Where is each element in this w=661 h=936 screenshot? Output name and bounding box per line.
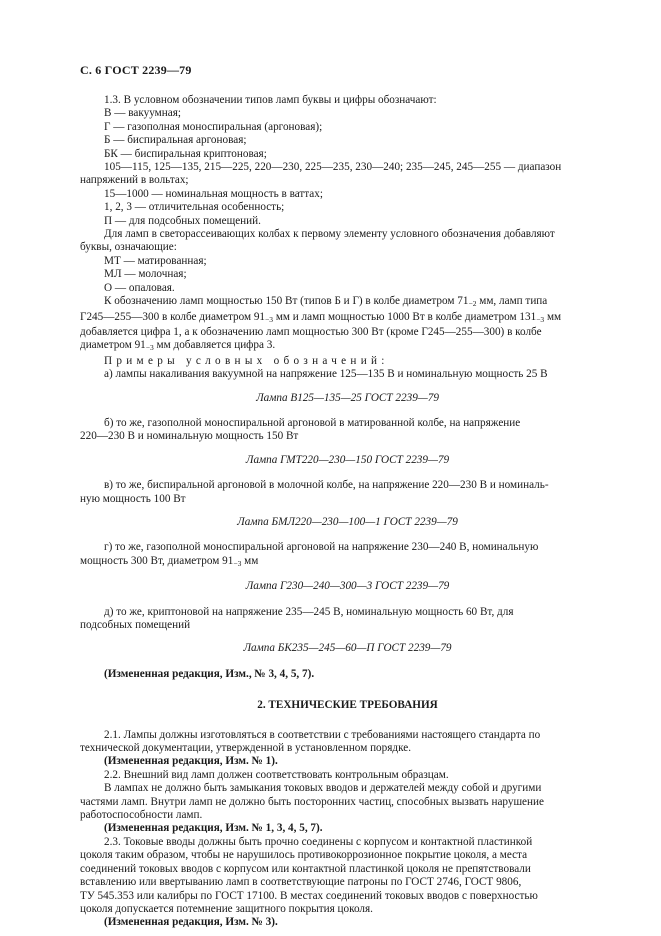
example-d [80, 555, 615, 570]
amendment-note: (Измененная редакция, Изм., № 3, 4, 5, 7). [104, 667, 315, 680]
list-item: МТ — матированная; [104, 254, 207, 267]
bulbs-paragraph: буквы, означающие: [80, 241, 177, 254]
section-1-3-intro: 1.3. В условном обозначении типов ламп буквы и цифры обозначают: [104, 94, 437, 106]
voltage-range-line: напряжений в вольтах; [80, 174, 189, 187]
text: Г245—255—300 в колбе диаметром 91 [80, 310, 266, 323]
subscript: −3 [265, 314, 274, 324]
example-b: 220—230 В и номинальную мощность 150 Вт [80, 430, 299, 443]
clause-2-3: 2.3. Токовые вводы должны быть прочно соединены с корпусом и контактной пластинкой [104, 835, 533, 848]
clause-2-2-text: работоспособности ламп. [80, 809, 203, 822]
example-a: а) лампы накаливания вакуумной на напряжение 125—135 В и номинальную мощность 25 В [104, 368, 548, 381]
example-c-designation: Лампа БМЛ220—230—100—1 ГОСТ 2239—79 [237, 515, 458, 528]
voltage-range-line: 105—115, 125—135, 215—225, 220—230, 225—235, 230—240; 235—245, 245—255 — диапазон [104, 161, 562, 174]
subscript: −3 [536, 314, 545, 324]
example-e: подсобных помещений [80, 619, 191, 631]
bulbs-paragraph: Для ламп в светорассеивающих колбах к первому элементу условного обозначения добавляют [104, 228, 555, 241]
clause-2-3: ТУ 545.353 или калибры по ГОСТ 17100. В местах соединений токовых вводов с поверхностью [80, 889, 538, 902]
list-item: БК — биспиральная криптоновая; [104, 147, 267, 160]
subscript: −2 [468, 299, 477, 309]
examples-heading: Примеры условных обозначений: [104, 354, 389, 367]
list-item: Б — биспиральная аргоновая; [104, 134, 247, 147]
clause-2-3: соединений токовых вводов с корпусом или контактной пластинкой цоколя не препятствовали [80, 862, 531, 875]
clause-2-2-text: частями ламп. Внутри ламп не должно быть посторонних частиц, способных вызвать нарушение [80, 795, 544, 808]
clause-2-3: вставлению или ввертыванию ламп в соответствующие патроны по ГОСТ 2746, ГОСТ 9806, [80, 876, 522, 889]
list-item: В — вакуумная; [104, 107, 181, 120]
example-c: в) то же, биспиральной аргоновой в молочной колбе, на напряжение 220—230 В и номиналь- [104, 479, 549, 492]
list-item: Г — газополная моноспиральная (аргоновая); [104, 120, 323, 133]
text: мм [544, 310, 562, 323]
example-e-designation: Лампа БК235—245—60—П ГОСТ 2239—79 [243, 642, 452, 655]
example-b: б) то же, газополной моноспиральной аргоновой в матированной колбе, на напряжение [104, 416, 521, 429]
example-d: г) то же, газополной моноспиральной аргоновой на напряжение 230—240 В, номинальную [104, 541, 539, 554]
clause-2-2: 2.2. Внешний вид ламп должен соответствовать контрольным образцам. [104, 768, 449, 781]
example-b-designation: Лампа ГМТ220—230—150 ГОСТ 2239—79 [245, 453, 450, 466]
clause-2-2-text: В лампах не должно быть замыкания токовых вводов и держателей между собой и другими [104, 782, 542, 795]
text: мм, ламп типа [476, 295, 548, 308]
text: диаметром 91 [80, 339, 146, 352]
text: мм добавляется цифра 3. [153, 339, 276, 352]
list-item: П — для подсобных помещений. [104, 214, 261, 227]
clause-2-3: цоколя допускается потемнение защитного покрытия цоколя. [80, 902, 373, 915]
clause-2-1: 2.1. Лампы должны изготовляться в соответствии с требованиями настоящего стандарта по [104, 728, 541, 741]
clause-2-3: цоколя таким образом, чтобы не нарушилось противокоррозионное покрытие цоколя, а места [80, 849, 528, 862]
amendment-note: (Измененная редакция, Изм. № 1, 3, 4, 5, 7). [104, 822, 323, 835]
amendment-note: (Измененная редакция, Изм. № 3). [104, 916, 278, 929]
list-item: МЛ — молочная; [104, 268, 187, 281]
designation-note-line [80, 339, 615, 354]
subscript: −3 [233, 558, 242, 568]
amendment-note: (Измененная редакция, Изм. № 1). [104, 755, 278, 768]
example-a-designation: Лампа В125—135—25 ГОСТ 2239—79 [256, 391, 439, 404]
example-e: д) то же, криптоновой на напряжение 235—245 В, номинальную мощность 60 Вт, для [104, 605, 514, 618]
page-header: С. 6 ГОСТ 2239—79 [80, 63, 192, 77]
clause-2-1: технической документации, утвержденной в установленном порядке. [80, 742, 411, 755]
text: мм [241, 554, 259, 567]
list-item: 1, 2, 3 — отличительная особенность; [104, 201, 285, 214]
example-d-designation: Лампа Г230—240—300—3 ГОСТ 2239—79 [245, 580, 450, 593]
subscript: −3 [145, 343, 154, 353]
list-item: 15—1000 — номинальная мощность в ваттах; [104, 187, 323, 200]
text: К обозначению ламп мощностью 150 Вт (типов Б и Г) в колбе диаметром 71 [104, 295, 469, 308]
designation-note-line [80, 311, 615, 326]
text: мм и ламп мощностью 1000 Вт в колбе диаметром 131 [273, 310, 537, 323]
document-body [80, 94, 615, 930]
designation-note-line: добавляется цифра 1, а к обозначению ламп мощностью 300 Вт (кроме Г245—255—300) в колбе [80, 325, 542, 338]
list-item: О — опаловая. [104, 281, 175, 294]
example-c: ную мощность 100 Вт [80, 492, 186, 505]
section-2-title: 2. ТЕХНИЧЕСКИЕ ТРЕБОВАНИЯ [257, 699, 438, 712]
text: мощность 300 Вт, диаметром 91 [80, 554, 234, 567]
designation-note-line [80, 295, 615, 310]
